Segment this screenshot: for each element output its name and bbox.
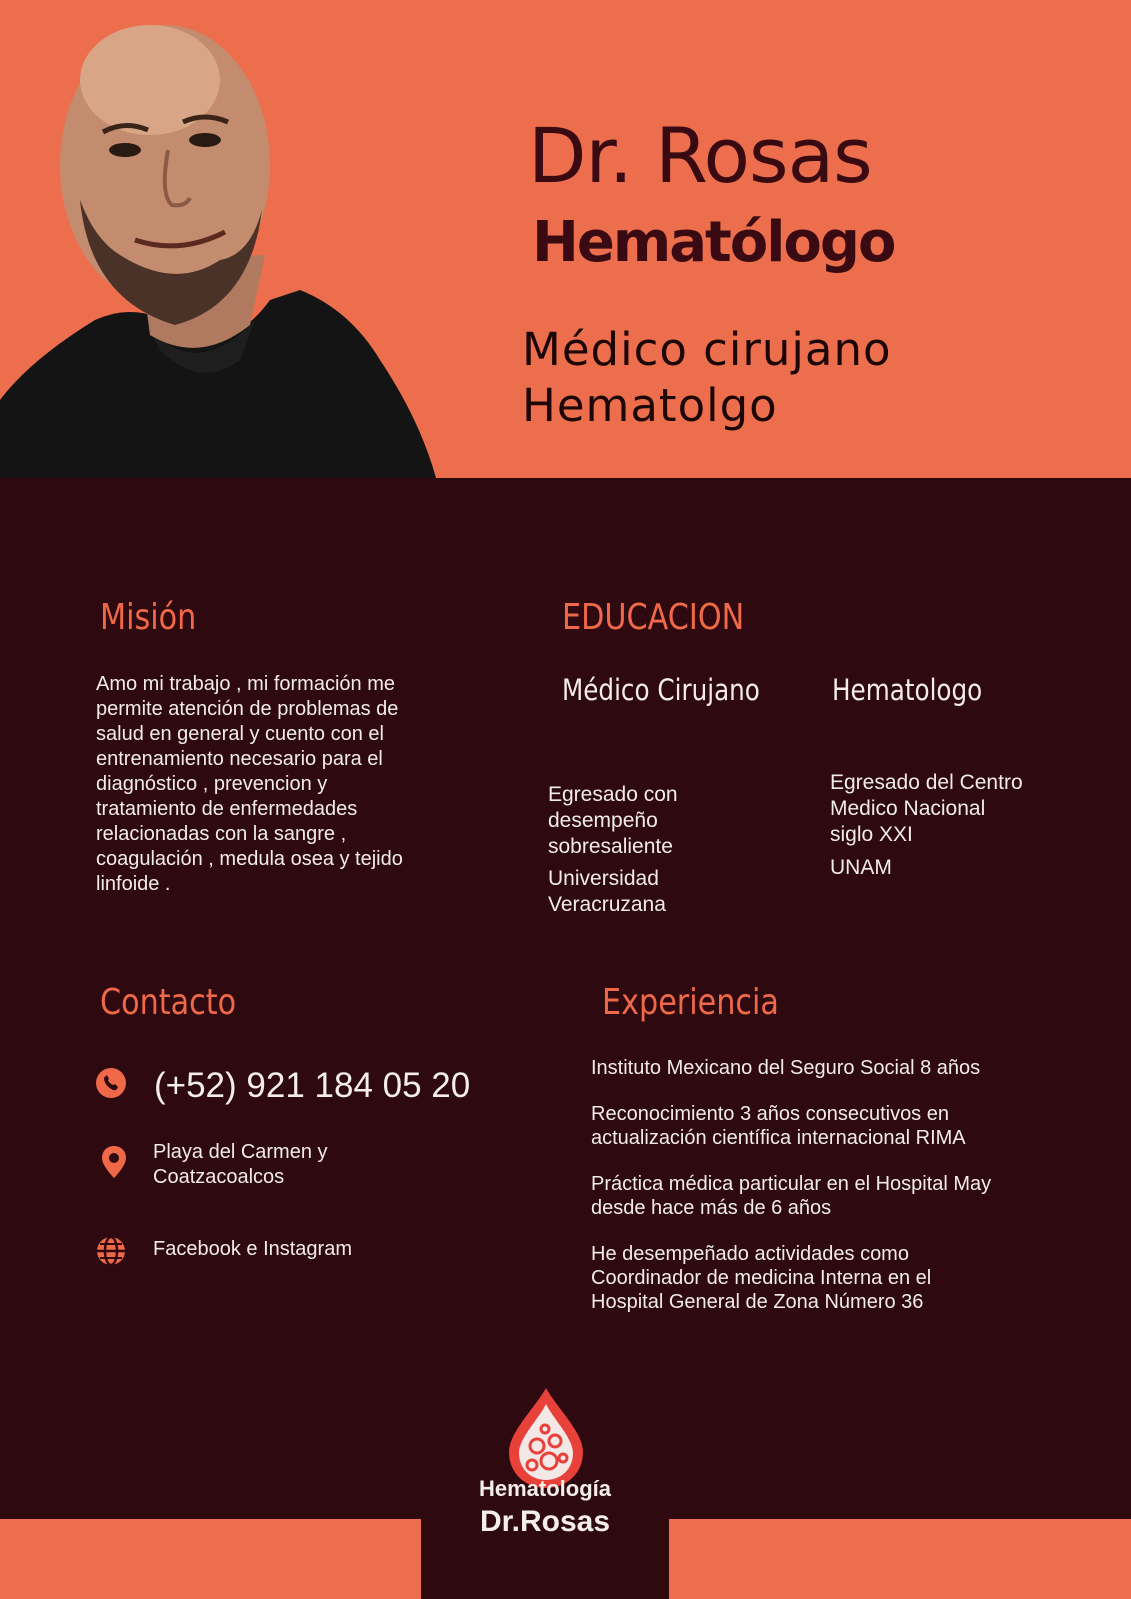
- doctor-photo: [0, 0, 436, 478]
- experience-item: [591, 1102, 991, 1150]
- education-line: Veracruzana: [548, 893, 666, 916]
- experience-line: Práctica médica particular en el Hospital May: [591, 1173, 992, 1195]
- education-col1-desc: [548, 782, 678, 860]
- social-text[interactable]: Facebook e Instagram: [153, 1238, 352, 1260]
- subtitle-line: Médico cirujano: [522, 323, 892, 376]
- mission-line: tratamiento de enfermedades: [96, 798, 358, 820]
- experience-line: Reconocimiento 3 años consecutivos en: [591, 1103, 949, 1125]
- experience-line: actualización científica internacional RIMA: [591, 1127, 966, 1149]
- experience-item: [591, 1056, 991, 1080]
- logo-text-line2: Dr.Rosas: [479, 1505, 611, 1538]
- education-line: Egresado con: [548, 783, 678, 806]
- doctor-name: Dr. Rosas: [528, 111, 872, 200]
- mission-line: diagnóstico , prevencion y: [96, 773, 328, 795]
- education-col2-desc: [830, 770, 1023, 848]
- mission-line: linfoide .: [96, 873, 171, 895]
- experience-line: Hospital General de Zona Número 36: [591, 1291, 924, 1313]
- education-line: desempeño: [548, 809, 658, 832]
- location-pin-icon: [102, 1146, 126, 1178]
- experience-line: desde hace más de 6 años: [591, 1197, 832, 1219]
- education-col2-school: [830, 855, 892, 881]
- mission-line: salud en general y cuento con el: [96, 723, 384, 745]
- experience-list: [591, 1056, 991, 1314]
- mission-line: relacionadas con la sangre ,: [96, 823, 347, 845]
- education-line: UNAM: [830, 856, 892, 879]
- mission-text: [96, 672, 403, 897]
- specialty-title: Hematólogo: [532, 210, 895, 275]
- experience-item: [591, 1172, 991, 1220]
- education-line: Universidad: [548, 867, 659, 890]
- experience-line: Coordinador de medicina Interna en el: [591, 1267, 932, 1289]
- location-line: Coatzacoalcos: [153, 1166, 285, 1188]
- education-heading: EDUCACION: [562, 597, 745, 638]
- mission-line: coagulación , medula osea y tejido: [96, 848, 403, 870]
- education-line: Egresado del Centro: [830, 771, 1023, 794]
- globe-icon: [96, 1236, 126, 1266]
- experience-item: [591, 1242, 991, 1314]
- education-col2-title: Hematologo: [832, 673, 983, 707]
- mission-line: permite atención de problemas de: [96, 698, 399, 720]
- education-line: sobresaliente: [548, 835, 673, 858]
- education-col1-school: [548, 866, 666, 918]
- phone-icon: [96, 1068, 126, 1098]
- logo-text-line1: Hematología: [478, 1476, 612, 1501]
- phone-number[interactable]: (+52) 921 184 05 20: [154, 1066, 471, 1105]
- experience-heading: Experiencia: [602, 982, 779, 1023]
- contact-heading: Contacto: [100, 982, 237, 1023]
- mission-line: Amo mi trabajo , mi formación me: [96, 673, 395, 695]
- location-text: [153, 1140, 328, 1190]
- education-line: Medico Nacional: [830, 797, 986, 820]
- mission-heading: Misión: [100, 597, 197, 638]
- subtitle-line: Hematolgo: [522, 379, 778, 432]
- location-line: Playa del Carmen y: [153, 1141, 328, 1163]
- subtitle: [522, 322, 892, 434]
- experience-line: Instituto Mexicano del Seguro Social 8 años: [591, 1057, 981, 1079]
- mission-line: entrenamiento necesario para el: [96, 748, 383, 770]
- education-line: siglo XXI: [830, 823, 913, 846]
- blood-drop-icon: [505, 1386, 587, 1490]
- experience-line: He desempeñado actividades como: [591, 1243, 909, 1265]
- education-col1-title: Médico Cirujano: [562, 673, 760, 707]
